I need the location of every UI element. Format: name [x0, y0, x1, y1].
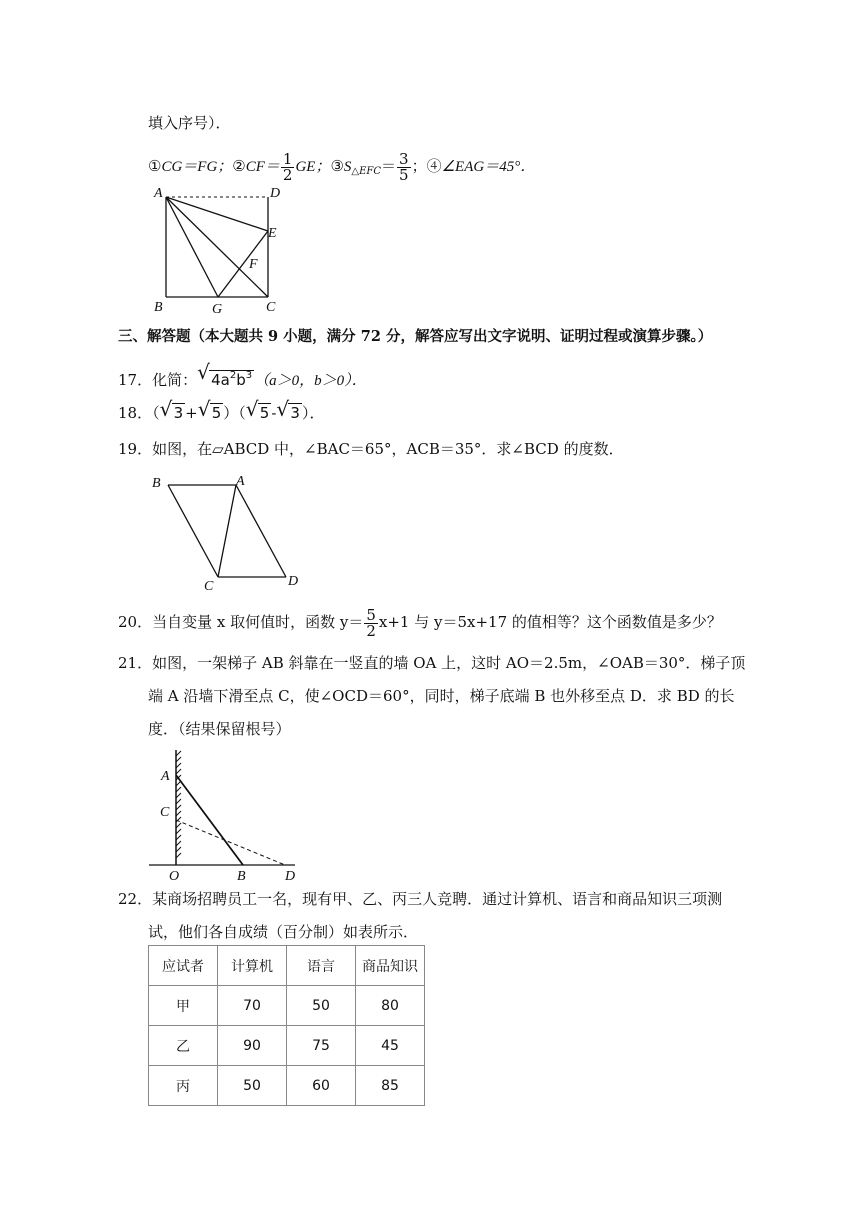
question-21-line-3: 度．（结果保留根号） — [148, 720, 291, 738]
label-b: B — [237, 869, 246, 883]
table-cell: 60 — [287, 1066, 356, 1106]
table-cell: 50 — [218, 1066, 287, 1106]
question-22-line-1: 22．某商场招聘员工一名，现有甲、乙、丙三人竞聘．通过计算机、语言和商品知识三项测 — [118, 890, 723, 908]
table-cell: 80 — [356, 986, 425, 1026]
option-1: CG＝FG； — [161, 159, 233, 175]
table-cell: 乙 — [149, 1026, 218, 1066]
option-3-marker: ③ — [330, 157, 344, 175]
q17-number: 17．化简： — [118, 371, 198, 389]
label-b: B — [154, 300, 163, 315]
header-cell: 应试者 — [149, 946, 218, 986]
label-o: O — [169, 869, 180, 883]
label-b: B — [152, 476, 161, 491]
header-cell: 语言 — [287, 946, 356, 986]
q20-fraction: $\frac{5}{2}$ — [366, 605, 376, 640]
label-c: C — [266, 300, 276, 315]
table-header-row — [149, 946, 425, 986]
label-g: G — [212, 302, 223, 317]
table-cell: 90 — [218, 1026, 287, 1066]
q16-tail: 填入序号）． — [148, 114, 231, 132]
q17-radical: √ $4a^2b^3$ — [197, 362, 254, 394]
table-cell: 45 — [356, 1026, 425, 1066]
option-2-fraction: $\frac{1}{2}$ — [282, 149, 293, 184]
header-cell: 商品知识 — [356, 946, 425, 986]
question-19: 19．如图，在▱ABCD 中，∠BAC＝65°，ACB＝35°．求∠BCD 的度数． — [118, 440, 624, 458]
option-3-eq: ＝ — [381, 157, 397, 175]
option-4: ∠EAG＝45°． — [441, 159, 536, 175]
option-2-pre: CF＝ — [245, 159, 280, 175]
table-row — [149, 1026, 425, 1066]
figure-ladder — [145, 748, 305, 883]
option-1-marker: ① — [148, 157, 162, 175]
table-cell: 75 — [287, 1026, 356, 1066]
option-2-marker: ② — [232, 157, 246, 175]
label-c: C — [160, 805, 170, 820]
table-cell: 甲 — [149, 986, 218, 1026]
figure-parallelogram — [148, 470, 313, 595]
label-d: D — [288, 574, 299, 589]
table-cell: 丙 — [149, 1066, 218, 1106]
label-a: A — [161, 769, 170, 784]
option-4-marker: ④ — [426, 157, 442, 175]
table-row — [149, 986, 425, 1026]
option-3-sep: ； — [411, 157, 427, 175]
label-d: D — [285, 869, 296, 883]
label-d: D — [270, 186, 281, 201]
label-c: C — [204, 579, 214, 594]
question-21-line-1: 21．如图，一架梯子 AB 斜靠在一竖直的墙 OA 上，这时 AO＝2.5m，∠OAB＝30°．梯子顶 — [118, 654, 746, 672]
table-cell: 70 — [218, 986, 287, 1026]
header-cell: 计算机 — [218, 946, 287, 986]
label-a: A — [236, 474, 245, 489]
option-3-fraction: $\frac{3}{5}$ — [399, 149, 409, 184]
label-a: A — [154, 186, 163, 201]
option-2-post: GE； — [295, 159, 331, 175]
question-20: 20．当自变量 x 取何值时，函数 y＝ $\frac{5}{2}$ x+1 与 y＝5x+17 的值相等？这个函数值是多少？ — [118, 605, 722, 640]
table-cell: 85 — [356, 1066, 425, 1106]
label-e: E — [268, 226, 277, 241]
question-22-line-2: 试，他们各自成绩（百分制）如表所示． — [148, 923, 419, 941]
q16-options — [148, 148, 535, 184]
section-heading: 三、解答题（本大题共 9 小题，满分 72 分，解答应写出文字说明、证明过程或演算步骤。） — [118, 328, 713, 345]
option-3-s: S — [343, 159, 352, 175]
table-cell: 50 — [287, 986, 356, 1026]
option-3-sub: △EFC — [351, 166, 382, 177]
question-17 — [118, 362, 367, 390]
question-18: 18．（√ 3 +√ 5 ）（√ 5 -√ 3 ）． — [118, 399, 324, 427]
question-21-line-2: 端 A 沿墙下滑至点 C，使∠OCD＝60°，同时，梯子底端 B 也外移至点 D．求 BD 的长 — [148, 687, 735, 705]
q17-condition: （a＞0，b＞0）． — [254, 373, 367, 389]
table-row — [149, 1066, 425, 1106]
label-f: F — [249, 257, 258, 272]
score-table — [148, 945, 425, 1106]
figure-square-abcd — [140, 182, 300, 317]
